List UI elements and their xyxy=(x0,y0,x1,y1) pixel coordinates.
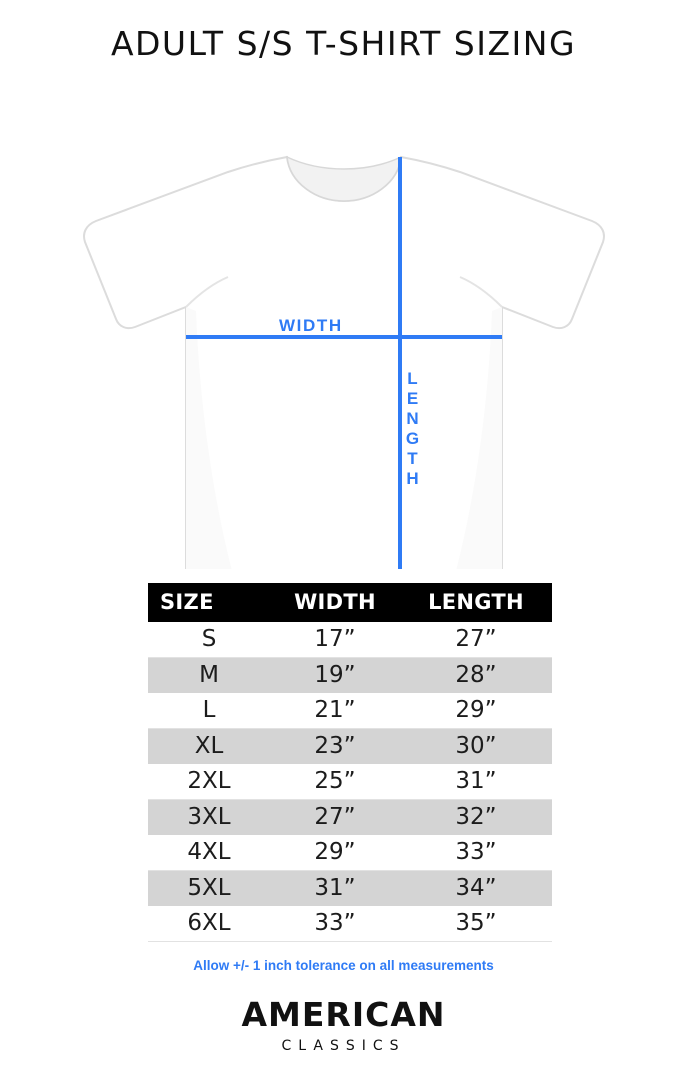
table-row xyxy=(148,658,552,694)
cell-width: 19” xyxy=(270,658,400,694)
table-row xyxy=(148,871,552,907)
cell-width: 27” xyxy=(270,800,400,836)
cell-size: 2XL xyxy=(148,764,270,800)
cell-length: 30” xyxy=(400,729,552,765)
tolerance-note: Allow +/- 1 inch tolerance on all measurements xyxy=(193,958,494,973)
width-label: WIDTH xyxy=(279,316,343,335)
cell-size: 4XL xyxy=(148,835,270,871)
table-row xyxy=(148,835,552,871)
cell-size: M xyxy=(148,658,270,694)
table-row xyxy=(148,764,552,800)
brand-tagline: CLASSICS xyxy=(281,1038,406,1054)
size-table xyxy=(148,583,552,942)
cell-length: 27” xyxy=(400,622,552,658)
cell-length: 32” xyxy=(400,800,552,836)
header-size: SIZE xyxy=(148,583,270,622)
cell-size: XL xyxy=(148,729,270,765)
tshirt-diagram xyxy=(0,69,687,569)
header-length: LENGTH xyxy=(400,583,552,622)
cell-length: 31” xyxy=(400,764,552,800)
cell-size: S xyxy=(148,622,270,658)
cell-size: 3XL xyxy=(148,800,270,836)
cell-length: 28” xyxy=(400,658,552,694)
cell-size: 6XL xyxy=(148,906,270,942)
cell-width: 33” xyxy=(270,906,400,942)
brand-logo xyxy=(0,995,687,1054)
cell-size: L xyxy=(148,693,270,729)
table-row xyxy=(148,622,552,658)
cell-width: 23” xyxy=(270,729,400,765)
cell-length: 35” xyxy=(400,906,552,942)
cell-width: 29” xyxy=(270,835,400,871)
table-row xyxy=(148,693,552,729)
size-table-container xyxy=(148,583,540,942)
cell-width: 17” xyxy=(270,622,400,658)
cell-size: 5XL xyxy=(148,871,270,907)
length-label: LENGTH xyxy=(403,369,422,489)
cell-length: 34” xyxy=(400,871,552,907)
size-table-header xyxy=(148,583,552,622)
table-row xyxy=(148,800,552,836)
page-title: ADULT S/S T-SHIRT SIZING xyxy=(110,24,577,63)
tshirt-illustration xyxy=(0,69,687,569)
cell-width: 25” xyxy=(270,764,400,800)
cell-width: 31” xyxy=(270,871,400,907)
size-table-body xyxy=(148,622,552,942)
brand-name: AMERICAN xyxy=(241,995,446,1034)
table-header-row xyxy=(148,583,552,622)
header-width: WIDTH xyxy=(270,583,400,622)
table-row xyxy=(148,729,552,765)
cell-width: 21” xyxy=(270,693,400,729)
cell-length: 33” xyxy=(400,835,552,871)
cell-length: 29” xyxy=(400,693,552,729)
table-row xyxy=(148,906,552,942)
